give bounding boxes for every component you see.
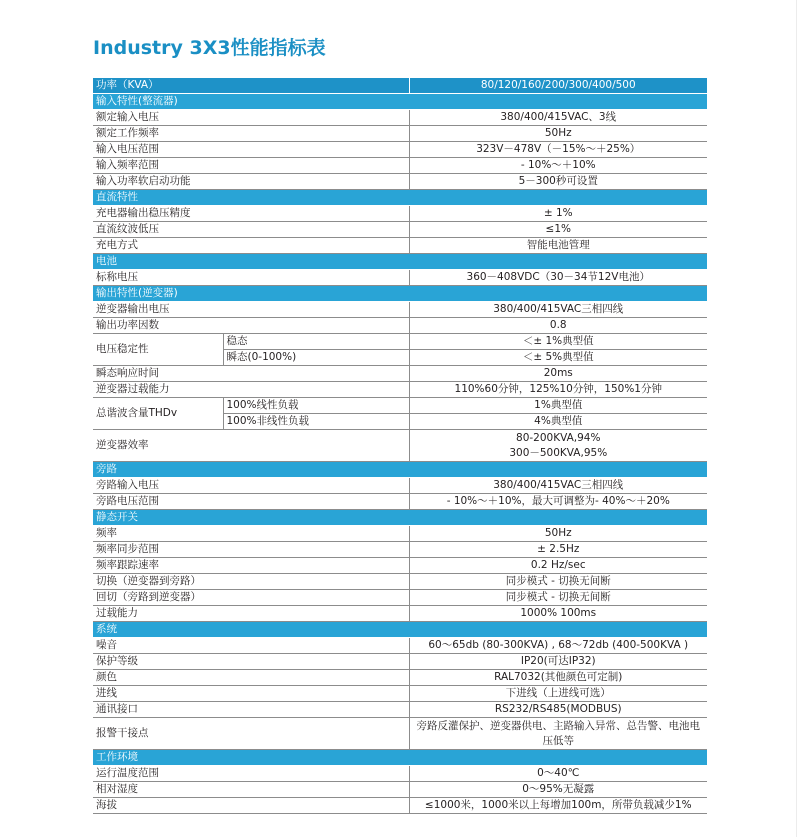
row-value: 下进线（上进线可选） (409, 686, 707, 702)
table-row (93, 670, 707, 686)
row-label: 标称电压 (93, 270, 409, 286)
row-value: 0～40℃ (409, 766, 707, 782)
row-sublabel: 稳态 (223, 334, 409, 350)
row-value: ± 1% (409, 206, 707, 222)
row-value: 20ms (409, 366, 707, 382)
table-row (93, 222, 707, 238)
row-label: 相对湿度 (93, 782, 409, 798)
row-label: 旁路输入电压 (93, 478, 409, 494)
efficiency-line-2: 300－500KVA,95% (509, 446, 608, 459)
row-label: 输入电压范围 (93, 142, 409, 158)
row-value: 智能电池管理 (409, 238, 707, 254)
row-label: 总谐波含量THDv (93, 398, 223, 430)
row-label: 充电器输出稳压精度 (93, 206, 409, 222)
table-row (93, 318, 707, 334)
header-label: 功率（KVA） (93, 78, 409, 94)
row-value: 50Hz (409, 126, 707, 142)
table-row (93, 238, 707, 254)
table-row (93, 158, 707, 174)
row-label: 运行温度范围 (93, 766, 409, 782)
row-value: ≤1% (409, 222, 707, 238)
row-value: - 10%～＋10%，最大可调整为- 40%～＋20% (409, 494, 707, 510)
table-row (93, 206, 707, 222)
row-value: 323V－478V（－15%～＋25%） (409, 142, 707, 158)
table-row (93, 558, 707, 574)
spec-table (93, 78, 707, 814)
section-header (93, 462, 707, 478)
table-row (93, 542, 707, 558)
row-label: 额定输入电压 (93, 110, 409, 126)
row-label: 海拔 (93, 798, 409, 814)
table-row (93, 606, 707, 622)
section-title: 工作环境 (93, 750, 707, 766)
table-row (93, 126, 707, 142)
row-label: 充电方式 (93, 238, 409, 254)
row-value: IP20(可达IP32) (409, 654, 707, 670)
row-label: 进线 (93, 686, 409, 702)
table-row (93, 302, 707, 318)
table-row (93, 398, 707, 414)
row-label: 直流纹波低压 (93, 222, 409, 238)
table-row (93, 782, 707, 798)
row-sublabel: 100%线性负载 (223, 398, 409, 414)
row-value: 1%典型值 (409, 398, 707, 414)
row-label: 输出功率因数 (93, 318, 409, 334)
row-value: RS232/RS485(MODBUS) (409, 702, 707, 718)
row-value (409, 430, 707, 462)
row-label: 颜色 (93, 670, 409, 686)
section-header (93, 254, 707, 270)
row-label: 瞬态响应时间 (93, 366, 409, 382)
row-value: 380/400/415VAC、3线 (409, 110, 707, 126)
row-label: 频率同步范围 (93, 542, 409, 558)
table-row (93, 366, 707, 382)
row-value: 380/400/415VAC三相四线 (409, 302, 707, 318)
table-row (93, 798, 707, 814)
section-title: 输入特性(整流器) (93, 94, 707, 110)
row-value: 380/400/415VAC三相四线 (409, 478, 707, 494)
row-value: 50Hz (409, 526, 707, 542)
table-row (93, 702, 707, 718)
section-header (93, 94, 707, 110)
table-row (93, 494, 707, 510)
table-row (93, 110, 707, 126)
row-value: 5－300秒可设置 (409, 174, 707, 190)
row-value: ≤1000米，1000米以上每增加100m，所带负载减少1% (409, 798, 707, 814)
row-value: 0.8 (409, 318, 707, 334)
table-row (93, 430, 707, 462)
section-title: 电池 (93, 254, 707, 270)
row-label: 频率 (93, 526, 409, 542)
row-label: 逆变器效率 (93, 430, 409, 462)
row-label: 逆变器过载能力 (93, 382, 409, 398)
table-row (93, 142, 707, 158)
row-label: 电压稳定性 (93, 334, 223, 366)
row-label: 频率跟踪速率 (93, 558, 409, 574)
row-sublabel: 瞬态(0-100%) (223, 350, 409, 366)
section-title: 旁路 (93, 462, 707, 478)
row-value: ＜± 5%典型值 (409, 350, 707, 366)
section-header (93, 622, 707, 638)
row-value: 1000% 100ms (409, 606, 707, 622)
row-value: ± 2.5Hz (409, 542, 707, 558)
row-label: 输入频率范围 (93, 158, 409, 174)
section-title: 输出特性(逆变器) (93, 286, 707, 302)
row-label: 额定工作频率 (93, 126, 409, 142)
page-title: Industry 3X3性能指标表 (93, 37, 326, 59)
section-title: 静态开关 (93, 510, 707, 526)
efficiency-line-1: 80-200KVA,94% (516, 431, 601, 444)
table-row (93, 574, 707, 590)
row-value: 110%60分钟，125%10分钟，150%1分钟 (409, 382, 707, 398)
table-row (93, 590, 707, 606)
row-value: 60～65db (80-300KVA) , 68～72db (400-500KVA ) (409, 638, 707, 654)
table-row (93, 526, 707, 542)
table-row (93, 766, 707, 782)
row-value: 0.2 Hz/sec (409, 558, 707, 574)
table-row (93, 638, 707, 654)
row-value: ＜± 1%典型值 (409, 334, 707, 350)
row-value: - 10%～＋10% (409, 158, 707, 174)
row-label: 旁路电压范围 (93, 494, 409, 510)
row-value: 同步模式 - 切换无间断 (409, 574, 707, 590)
table-row (93, 478, 707, 494)
table-row (93, 174, 707, 190)
row-label: 通讯接口 (93, 702, 409, 718)
row-value: 360－408VDC（30－34节12V电池） (409, 270, 707, 286)
header-value: 80/120/160/200/300/400/500 (409, 78, 707, 94)
section-title: 系统 (93, 622, 707, 638)
section-header (93, 286, 707, 302)
section-header (93, 750, 707, 766)
row-label: 逆变器输出电压 (93, 302, 409, 318)
row-label: 噪音 (93, 638, 409, 654)
section-title: 直流特性 (93, 190, 707, 206)
table-row (93, 270, 707, 286)
row-label: 过载能力 (93, 606, 409, 622)
row-label: 报警干接点 (93, 718, 409, 750)
table-row (93, 718, 707, 750)
row-label: 切换（逆变器到旁路） (93, 574, 409, 590)
row-value: 同步模式 - 切换无间断 (409, 590, 707, 606)
row-label: 保护等级 (93, 654, 409, 670)
row-label: 回切（旁路到逆变器） (93, 590, 409, 606)
row-label: 输入功率软启动功能 (93, 174, 409, 190)
row-value: RAL7032(其他颜色可定制) (409, 670, 707, 686)
table-row (93, 382, 707, 398)
section-header (93, 510, 707, 526)
table-header-row (93, 78, 707, 94)
table-row (93, 654, 707, 670)
row-value: 0～95%无凝露 (409, 782, 707, 798)
row-value: 4%典型值 (409, 414, 707, 430)
section-header (93, 190, 707, 206)
row-value: 旁路反灌保护、逆变器供电、主路输入异常、总告警、电池电压低等 (409, 718, 707, 750)
table-row (93, 334, 707, 350)
table-row (93, 686, 707, 702)
row-sublabel: 100%非线性负载 (223, 414, 409, 430)
